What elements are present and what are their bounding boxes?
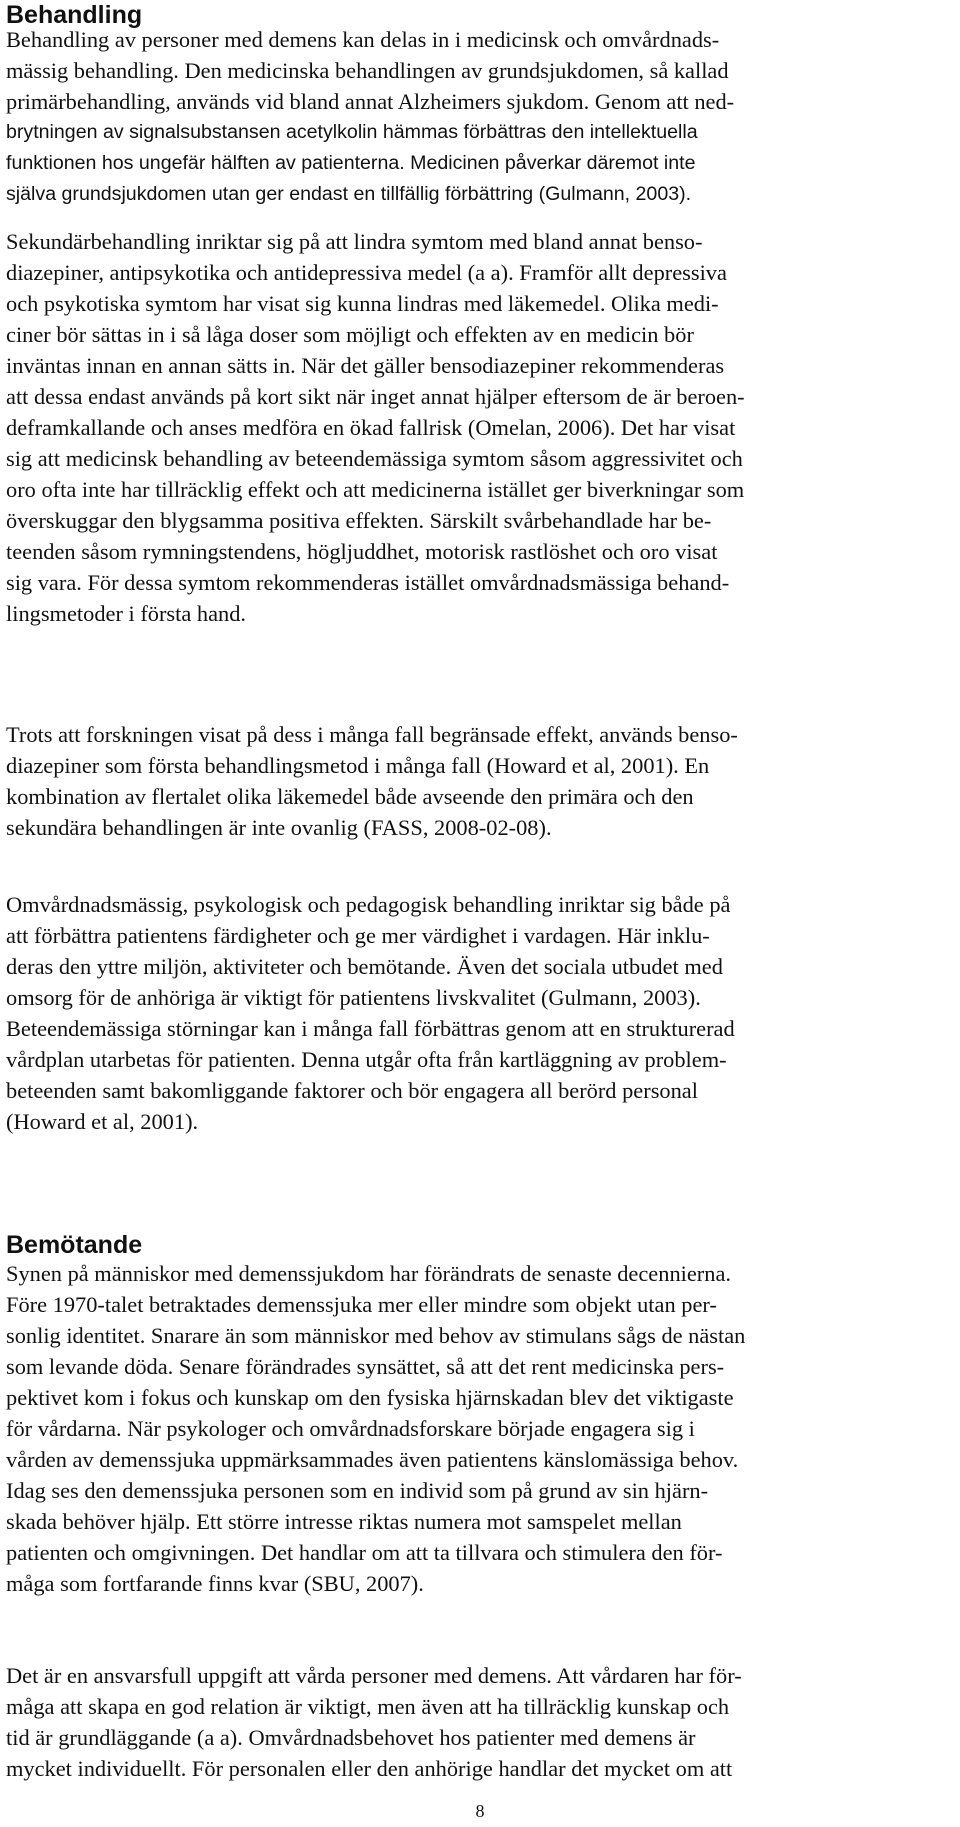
text-line: Trots att forskningen visat på dess i många fall begränsade effekt, används benso- — [6, 722, 738, 747]
text-line: primärbehandling, används vid bland annat Alzheimers sjukdom. Genom att ned- — [6, 89, 735, 114]
text-line: ciner bör sättas in i så låga doser som möjligt och effekten av en medicin bör — [6, 322, 694, 347]
text-line: måga som fortfarande finns kvar (SBU, 2007). — [6, 1571, 424, 1596]
text-line: kombination av flertalet olika läkemedel både avseende den primära och den — [6, 784, 694, 809]
section-heading-behandling: Behandling — [6, 1, 143, 29]
text-line: som levande döda. Senare förändrades synsättet, så att det rent medicinska pers- — [6, 1354, 725, 1379]
text-line: patienten och omgivningen. Det handlar om att ta tillvara och stimulera den för- — [6, 1540, 723, 1565]
text-line: och psykotiska symtom har visat sig kunna lindras med läkemedel. Olika medi- — [6, 291, 719, 316]
paragraph-behandling-1 — [6, 24, 958, 210]
text-line: vårdplan utarbetas för patienten. Denna utgår ofta från kartläggning av problem- — [6, 1047, 727, 1072]
text-line: Behandling av personer med demens kan delas in i medicinsk och omvårdnads- — [6, 27, 720, 52]
paragraph-behandling-4 — [6, 889, 958, 1137]
paragraph-bemotande-1 — [6, 1258, 958, 1599]
text-line: mässig behandling. Den medicinska behandlingen av grundsjukdomen, så kallad — [6, 58, 729, 83]
text-line: brytningen av signalsubstansen acetylkolin hämmas förbättras den intellektuella — [6, 121, 698, 143]
text-line: lingsmetoder i första hand. — [6, 601, 247, 626]
text-line: själva grundsjukdomen utan ger endast en tillfällig förbättring (Gulmann, 2003). — [6, 183, 692, 205]
paragraph-behandling-2 — [6, 226, 958, 629]
text-line: måga att skapa en god relation är viktigt, men även att ha tillräcklig kunskap och — [6, 1694, 730, 1719]
text-line: att dessa endast används på kort sikt när inget annat hjälper eftersom de är beroen- — [6, 384, 745, 409]
text-line: sekundära behandlingen är inte ovanlig (FASS, 2008-02-08). — [6, 815, 552, 840]
text-line: för vårdarna. När psykologer och omvårdnadsforskare började engagera sig i — [6, 1416, 695, 1441]
text-line: Beteendemässiga störningar kan i många fall förbättras genom att en strukturerad — [6, 1016, 735, 1041]
text-line: Omvårdnadsmässig, psykologisk och pedagogisk behandling inriktar sig både på — [6, 892, 731, 917]
text-line: att förbättra patientens färdigheter och ge mer värdighet i vardagen. Här inklu- — [6, 923, 710, 948]
text-line: (Howard et al, 2001). — [6, 1109, 199, 1134]
page-number: 8 — [475, 1801, 485, 1821]
text-line: skada behöver hjälp. Ett större intresse riktas numera mot samspelet mellan — [6, 1509, 682, 1534]
text-line: vården av demenssjuka uppmärksammades även patientens känslomässiga behov. — [6, 1447, 739, 1472]
paragraph-bemotande-2 — [6, 1660, 958, 1784]
text-line: pektivet kom i fokus och kunskap om den fysiska hjärnskadan blev det viktigaste — [6, 1385, 734, 1410]
text-line: oro ofta inte har tillräcklig effekt och att medicinerna istället ger biverkningar som — [6, 477, 745, 502]
text-line: överskuggar den blygsamma positiva effekten. Särskilt svårbehandlade har be- — [6, 508, 712, 533]
text-line: mycket individuellt. För personalen eller den anhörige handlar det mycket om att — [6, 1756, 733, 1781]
text-line: funktionen hos ungefär hälften av patienterna. Medicinen påverkar däremot inte — [6, 152, 696, 174]
text-line: sig vara. För dessa symtom rekommenderas istället omvårdnadsmässiga behand- — [6, 570, 730, 595]
text-line: teenden såsom rymningstendens, högljuddhet, motorisk rastlöshet och oro visat — [6, 539, 718, 564]
text-line: inväntas innan en annan sätts in. När det gäller bensodiazepiner rekommenderas — [6, 353, 725, 378]
text-line: deframkallande och anses medföra en ökad fallrisk (Omelan, 2006). Det har visat — [6, 415, 736, 440]
text-line: deras den yttre miljön, aktiviteter och bemötande. Även det sociala utbudet med — [6, 954, 723, 979]
text-line: Före 1970-talet betraktades demenssjuka mer eller mindre som objekt utan per- — [6, 1292, 717, 1317]
text-line: diazepiner, antipsykotika och antidepressiva medel (a a). Framför allt depressiva — [6, 260, 727, 285]
text-line: sonlig identitet. Snarare än som människor med behov av stimulans sågs de nästan — [6, 1323, 746, 1348]
text-line: sig att medicinsk behandling av beteendemässiga symtom såsom aggressivitet och — [6, 446, 743, 471]
text-line: tid är grundläggande (a a). Omvårdnadsbehovet hos patienter med demens är — [6, 1725, 696, 1750]
text-line: Det är en ansvarsfull uppgift att vårda personer med demens. Att vårdaren har för- — [6, 1663, 742, 1688]
text-line: omsorg för de anhöriga är viktigt för patientens livskvalitet (Gulmann, 2003). — [6, 985, 701, 1010]
section-heading-bemotande: Bemötande — [6, 1231, 143, 1259]
text-line: Sekundärbehandling inriktar sig på att lindra symtom med bland annat benso- — [6, 229, 703, 254]
paragraph-behandling-3 — [6, 719, 958, 843]
text-line: beteenden samt bakomliggande faktorer och bör engagera all berörd personal — [6, 1078, 698, 1103]
text-line: diazepiner som första behandlingsmetod i många fall (Howard et al, 2001). En — [6, 753, 710, 778]
text-line: Idag ses den demenssjuka personen som en individ som på grund av sin hjärn- — [6, 1478, 709, 1503]
text-line: Synen på människor med demenssjukdom har förändrats de senaste decennierna. — [6, 1261, 731, 1286]
